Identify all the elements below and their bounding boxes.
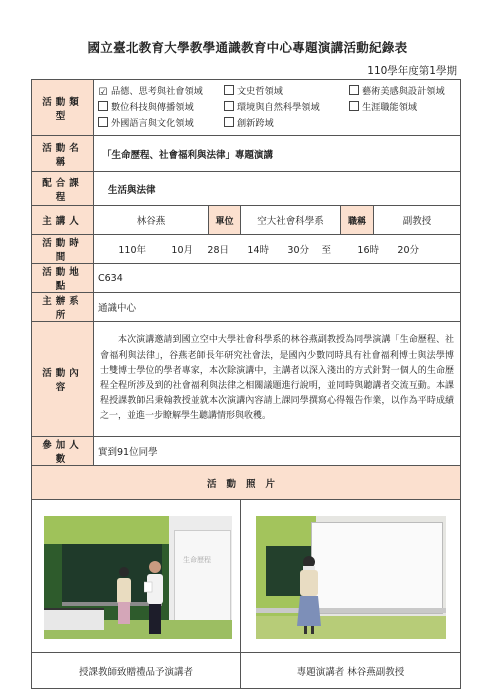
time-end-min: 20分 xyxy=(397,245,419,256)
speaker-unit: 空大社會科學系 xyxy=(241,206,341,235)
host-value: 通識中心 xyxy=(94,293,461,322)
checkbox-icon[interactable] xyxy=(349,85,359,95)
row-captions xyxy=(32,653,461,689)
checkbox-icon[interactable] xyxy=(98,117,108,127)
time-month: 10月 xyxy=(171,245,193,256)
row-photo-header xyxy=(32,466,461,500)
location-value: C634 xyxy=(94,264,461,293)
activity-name: 「生命歷程、社會福利與法律」專題演講 xyxy=(94,136,461,172)
time-end-hour: 16時 xyxy=(357,245,379,256)
row-host xyxy=(32,293,461,322)
person-speaker-icon xyxy=(114,566,134,626)
photo-caption-1: 授課教師致贈禮品予演講者 xyxy=(32,653,241,689)
photo-header: 活動照片 xyxy=(32,466,461,500)
photo-caption-2: 專題演講者 林谷燕副教授 xyxy=(241,653,461,689)
checkbox-icon[interactable] xyxy=(349,101,359,111)
activity-time xyxy=(94,235,461,264)
checkbox-icon[interactable] xyxy=(224,117,234,127)
projector-screen xyxy=(311,522,443,614)
label-attendance: 參加人數 xyxy=(32,437,94,466)
category-option[interactable]: 創新跨域 xyxy=(224,116,274,132)
attendance-value: 實到91位同學 xyxy=(94,437,461,466)
speaker-name: 林谷燕 xyxy=(94,206,209,235)
label-job-title: 職稱 xyxy=(341,206,374,235)
label-location: 活動地點 xyxy=(32,264,94,293)
time-day: 28日 xyxy=(207,245,229,256)
photo-cell-2 xyxy=(241,500,461,653)
time-to: 至 xyxy=(321,245,331,256)
term-label: 110學年度第1學期 xyxy=(367,65,457,77)
checkbox-checked-icon[interactable]: ☑ xyxy=(98,86,108,98)
speaker-job-title: 副教授 xyxy=(374,206,461,235)
time-start-min: 30分 xyxy=(287,245,309,256)
checkbox-icon[interactable] xyxy=(224,85,234,95)
time-start-hour: 14時 xyxy=(247,245,269,256)
label-name: 活動名稱 xyxy=(32,136,94,172)
row-course xyxy=(32,172,461,206)
label-course: 配合課程 xyxy=(32,172,94,206)
label-unit: 單位 xyxy=(209,206,241,235)
person-teacher-icon xyxy=(144,560,166,635)
document-title: 國立臺北教育大學教學通識教育中心專題演講活動紀錄表 xyxy=(87,40,408,55)
row-location xyxy=(32,264,461,293)
course-name: 生活與法律 xyxy=(94,172,461,206)
row-photos xyxy=(32,500,461,653)
category-option[interactable]: 生涯職能領域 xyxy=(349,100,417,116)
category-option[interactable]: 環境與自然科學領域 xyxy=(224,100,349,116)
checkbox-icon[interactable] xyxy=(224,101,234,111)
category-option[interactable]: 文史哲領域 xyxy=(224,84,349,100)
label-time: 活動時間 xyxy=(32,235,94,264)
projector-screen: 生命歷程 xyxy=(174,530,231,622)
category-option[interactable]: 數位科技與傳播領域 xyxy=(98,100,224,116)
photo-gift-presentation xyxy=(44,516,232,639)
content-text: 本次演講邀請到國立空中大學社會科學系的林谷燕副教授為同學演講「生命歷程、社會福利與法律」，谷燕老師長年研究社會法，是國內少數同時具有社會福利博士與法學博士雙博士學位的學者專家，本次除演講中，主講者以深入淺出的方式針對一個人的生命歷程全程所涉及到的社會福利與法律之相關議題進行說明，並同時與聽講者交流互動。本課程授課教師呂秉翰教授並就本次演講內容請上課同學撰寫心得報告作業，以作為平時成績之一，並進一步瞭解學生聽講情形與收穫。 xyxy=(94,322,461,437)
checkbox-icon[interactable] xyxy=(98,101,108,111)
label-category: 活動類型 xyxy=(32,80,94,136)
category-option[interactable]: 藝術美感與設計領域 xyxy=(349,84,445,100)
row-category xyxy=(32,80,461,136)
person-lecturer-icon xyxy=(296,554,322,636)
label-speaker: 主講人 xyxy=(32,206,94,235)
time-year: 110年 xyxy=(118,245,146,256)
category-option[interactable]: ☑ 品德、思考與社會領域 xyxy=(98,85,203,98)
label-content: 活動內容 xyxy=(32,322,94,437)
row-speaker xyxy=(32,206,461,235)
row-name xyxy=(32,136,461,172)
label-host: 主辦系所 xyxy=(32,293,94,322)
row-content xyxy=(32,322,461,437)
row-time xyxy=(32,235,461,264)
activity-record-table xyxy=(31,79,461,689)
row-attendance xyxy=(32,437,461,466)
photo-speaker-lecture xyxy=(256,516,446,639)
category-option[interactable]: 外國語言與文化領域 xyxy=(98,116,224,132)
photo-cell-1 xyxy=(32,500,241,653)
category-options xyxy=(94,80,461,136)
